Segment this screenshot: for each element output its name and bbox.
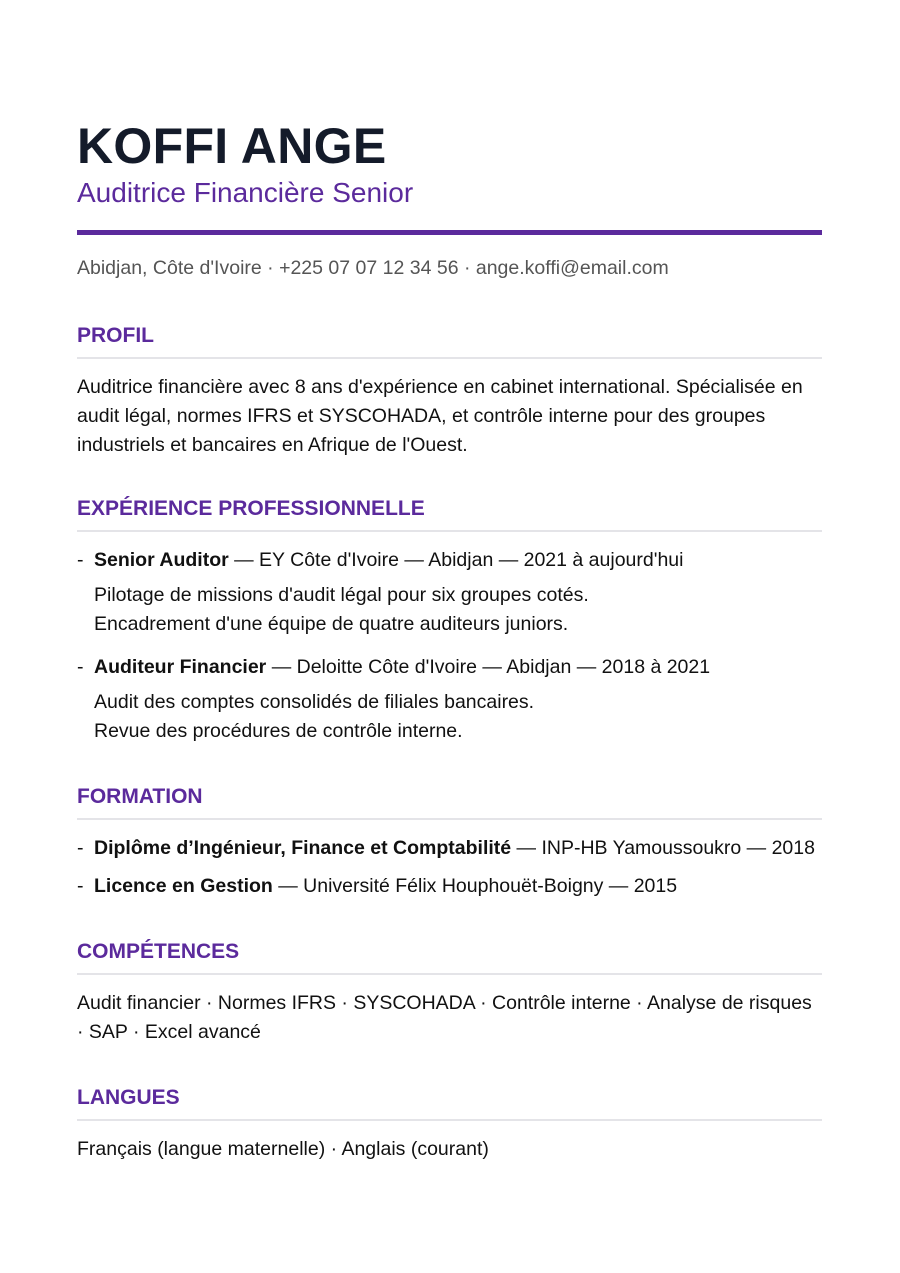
section-title-education: FORMATION	[77, 785, 203, 808]
section-divider	[77, 818, 822, 820]
section-title-experience: EXPÉRIENCE PROFESSIONNELLE	[77, 497, 425, 520]
experience-item	[77, 546, 822, 639]
experience-description	[77, 581, 822, 639]
section-title-profile: PROFIL	[77, 324, 154, 347]
experience-description	[77, 688, 822, 746]
experience-line: Encadrement d'une équipe de quatre auditeurs juniors.	[94, 613, 569, 635]
experience-details: — Deloitte Côte d'Ivoire — Abidjan — 2018 à 2021	[266, 656, 711, 678]
section-skills	[77, 939, 822, 1047]
section-title-skills: COMPÉTENCES	[77, 940, 240, 963]
section-divider	[77, 1119, 822, 1121]
experience-details: — EY Côte d'Ivoire — Abidjan — 2021 à aujourd'hui	[228, 549, 684, 571]
education-details: — INP-HB Yamoussoukro — 2018	[511, 837, 815, 859]
experience-line: Audit des comptes consolidés de filiales bancaires.	[94, 691, 535, 713]
job-title: Auditrice Financière Senior	[77, 177, 414, 208]
section-title-languages: LANGUES	[77, 1086, 180, 1109]
experience-item	[77, 653, 822, 746]
education-degree: Licence en Gestion	[94, 875, 273, 897]
list-marker: -	[77, 656, 84, 678]
section-divider	[77, 530, 822, 532]
section-languages	[77, 1085, 822, 1164]
list-marker: -	[77, 549, 84, 571]
experience-heading	[77, 653, 822, 682]
education-degree: Diplôme d’Ingénieur, Finance et Comptabilité	[94, 837, 512, 859]
profile-text: Auditrice financière avec 8 ans d'expérience en cabinet international. Spécialisée en audit légal, normes IFRS et SYSCOHADA, et contrôle interne pour des groupes industriels et bancaires en Afrique de l'Ouest.	[77, 376, 803, 456]
list-marker: -	[77, 837, 84, 859]
section-experience	[77, 496, 822, 746]
experience-role: Senior Auditor	[94, 549, 229, 571]
contact-line: Abidjan, Côte d'Ivoire · +225 07 07 12 34 56 · ange.koffi@email.com	[77, 257, 669, 279]
section-divider	[77, 973, 822, 975]
experience-role: Auditeur Financier	[94, 656, 267, 678]
section-divider	[77, 357, 822, 359]
list-marker: -	[77, 875, 84, 897]
education-list	[77, 834, 822, 901]
experience-line: Revue des procédures de contrôle interne.	[94, 720, 463, 742]
experience-list	[77, 546, 822, 746]
skills-text: Audit financier · Normes IFRS · SYSCOHADA · Contrôle interne · Analyse de risques · SAP · Excel avancé	[77, 992, 812, 1043]
education-item	[77, 872, 822, 901]
languages-text: Français (langue maternelle) · Anglais (courant)	[77, 1138, 489, 1160]
experience-line: Pilotage de missions d'audit légal pour six groupes cotés.	[94, 584, 589, 606]
section-profile	[77, 323, 822, 460]
education-item	[77, 834, 822, 863]
header-divider	[77, 230, 822, 235]
experience-heading	[77, 546, 822, 575]
education-details: — Université Félix Houphouët-Boigny — 2015	[272, 875, 678, 897]
section-education	[77, 784, 822, 901]
candidate-name: KOFFI ANGE	[77, 118, 387, 174]
